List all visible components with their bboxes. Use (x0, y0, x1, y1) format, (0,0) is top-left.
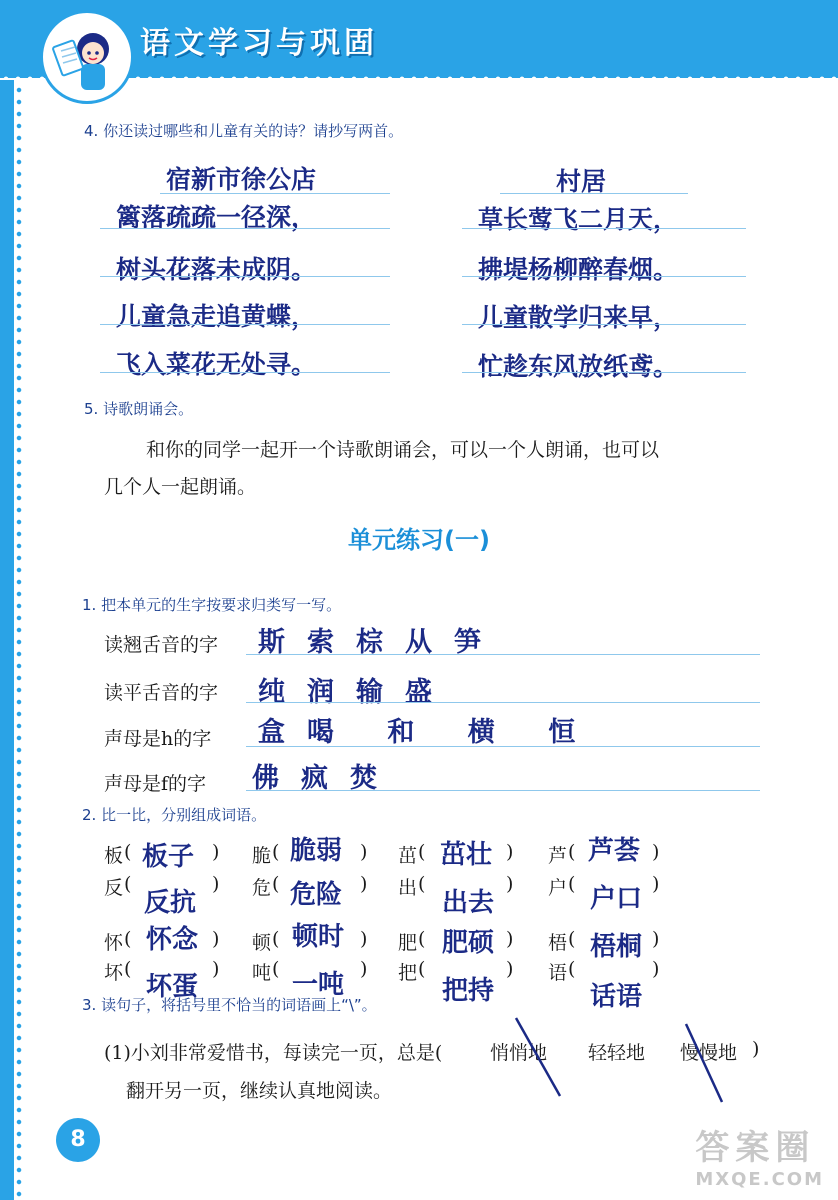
section-title: 单元练习(一) (348, 526, 490, 554)
page-header-title: 语文学习与巩固 (140, 26, 378, 61)
compare-close-paren: ) (212, 958, 220, 980)
writing-line (100, 228, 390, 229)
writing-line (246, 790, 760, 791)
compare-item-char: 脆 (252, 845, 272, 867)
compare-item-answer: 把持 (442, 976, 495, 1006)
compare-item-char: 危 (252, 877, 272, 899)
writing-line (100, 324, 390, 325)
compare-item-answer: 芦荟 (588, 836, 641, 866)
compare-item-char: 语 (548, 962, 568, 984)
compare-open-paren: ( (418, 928, 426, 950)
poem-2-line-1: 草长莺飞二月天， (478, 205, 679, 234)
category-label-retroflex: 读翘舌音的字 (104, 634, 219, 656)
sentence-1-end: ) (752, 1038, 760, 1060)
cross-mark-option-3 (686, 1024, 722, 1102)
compare-item-answer: 出去 (442, 888, 495, 918)
compare-item-answer: 怀念 (146, 925, 199, 955)
compare-item-char: 茁 (398, 845, 418, 867)
watermark-logo-text: 答案圈 (695, 1128, 816, 1168)
compare-close-paren: ) (652, 958, 660, 980)
handwritten-cross-marks (500, 1010, 760, 1110)
compare-close-paren: ) (360, 841, 368, 863)
page-number: 8 (56, 1118, 100, 1162)
writing-line (462, 276, 746, 277)
question-5-text-line-1: 和你的同学一起开一个诗歌朗诵会，可以一个人朗诵，也可以 (146, 439, 660, 461)
compare-open-paren: ( (124, 841, 132, 863)
compare-item-char: 怀 (104, 932, 124, 954)
compare-item-char: 芦 (548, 845, 568, 867)
category-answer-retroflex: 斯索棕从笋 (258, 627, 503, 658)
compare-open-paren: ( (272, 841, 280, 863)
exercise-1-prompt: 1. 把本单元的生字按要求归类写一写。 (82, 596, 342, 614)
compare-item-char: 反 (104, 877, 124, 899)
compare-item-answer: 反抗 (144, 888, 197, 918)
compare-close-paren: ) (652, 928, 660, 950)
compare-item-answer: 脆弱 (290, 836, 343, 866)
category-answer-initial-f: 佛疯焚 (252, 763, 399, 794)
compare-item-char: 肥 (398, 932, 418, 954)
category-answer-initial-h: 盒喝 和 横 恒 (258, 717, 598, 748)
watermark (695, 1120, 824, 1190)
compare-open-paren: ( (568, 841, 576, 863)
compare-open-paren: ( (418, 841, 426, 863)
compare-close-paren: ) (652, 841, 660, 863)
compare-item-answer: 户口 (590, 884, 643, 914)
exercise-2-prompt: 2. 比一比，分别组成词语。 (82, 806, 267, 824)
writing-line (246, 746, 760, 747)
compare-open-paren: ( (568, 958, 576, 980)
writing-line (462, 324, 746, 325)
question-4-prompt: 4. 你还读过哪些和儿童有关的诗？请抄写两首。 (84, 122, 404, 140)
compare-open-paren: ( (272, 928, 280, 950)
poem-1-title: 宿新市徐公店 (166, 165, 317, 194)
compare-item-answer: 板子 (142, 842, 195, 872)
compare-close-paren: ) (360, 928, 368, 950)
compare-close-paren: ) (360, 958, 368, 980)
compare-open-paren: ( (418, 873, 426, 895)
compare-open-paren: ( (568, 873, 576, 895)
category-label-initial-f: 声母是f的字 (104, 773, 207, 795)
cross-mark-option-1 (516, 1018, 560, 1096)
sentence-1-option-3: 慢慢地 (680, 1042, 738, 1064)
category-label-flat: 读平舌音的字 (104, 682, 219, 704)
exercise-3-prompt: 3. 读句子，将括号里不恰当的词语画上“\”。 (82, 996, 377, 1014)
compare-item-char: 梧 (548, 932, 568, 954)
poem-2-title: 村居 (556, 167, 607, 196)
compare-item-char: 把 (398, 962, 418, 984)
poem-2-line-3: 儿童散学归来早， (478, 303, 679, 332)
question-5-text-line-2: 几个人一起朗诵。 (104, 476, 257, 498)
compare-open-paren: ( (272, 873, 280, 895)
writing-line (246, 702, 760, 703)
question-5-prompt: 5. 诗歌朗诵会。 (84, 400, 194, 418)
left-border (0, 80, 14, 1200)
compare-close-paren: ) (212, 841, 220, 863)
compare-item-answer: 坏蛋 (146, 972, 199, 1002)
compare-close-paren: ) (652, 873, 660, 895)
poem-1-line-1: 篱落疏疏一径深， (116, 203, 317, 232)
compare-item-answer: 茁壮 (440, 840, 493, 870)
compare-open-paren: ( (124, 958, 132, 980)
compare-item-char: 户 (548, 877, 568, 899)
left-dot-border (14, 84, 24, 1200)
sentence-1-start: (1)小刘非常爱惜书，每读完一页，总是( (104, 1042, 443, 1064)
compare-close-paren: ) (506, 958, 514, 980)
poem-1-line-3: 儿童急走追黄蝶， (116, 302, 317, 331)
compare-item-answer: 一吨 (292, 970, 345, 1000)
writing-line (462, 372, 746, 373)
compare-item-answer: 肥硕 (442, 928, 495, 958)
sentence-1-continuation: 翻开另一页，继续认真地阅读。 (126, 1080, 393, 1102)
writing-line (160, 193, 390, 194)
compare-item-answer: 梧桐 (590, 932, 643, 962)
compare-item-answer: 危险 (290, 880, 343, 910)
compare-open-paren: ( (418, 958, 426, 980)
writing-line (500, 193, 688, 194)
compare-open-paren: ( (568, 928, 576, 950)
compare-close-paren: ) (506, 928, 514, 950)
compare-open-paren: ( (272, 958, 280, 980)
compare-close-paren: ) (212, 873, 220, 895)
poem-2-line-4: 忙趁东风放纸鸢。 (478, 352, 679, 381)
poem-1-line-2: 树头花落未成阴。 (116, 255, 317, 284)
compare-item-char: 顿 (252, 932, 272, 954)
compare-item-char: 吨 (252, 962, 272, 984)
compare-close-paren: ) (360, 873, 368, 895)
compare-open-paren: ( (124, 928, 132, 950)
sentence-1-option-1: 悄悄地 (490, 1042, 548, 1064)
compare-item-char: 坏 (104, 962, 124, 984)
writing-line (100, 372, 390, 373)
compare-close-paren: ) (506, 873, 514, 895)
category-label-initial-h: 声母是h的字 (104, 728, 212, 750)
writing-line (246, 654, 760, 655)
compare-item-char: 出 (398, 877, 418, 899)
compare-close-paren: ) (506, 841, 514, 863)
compare-item-char: 板 (104, 845, 124, 867)
compare-item-answer: 顿时 (292, 922, 345, 952)
cartoon-girl-logo (40, 10, 134, 104)
writing-line (100, 276, 390, 277)
compare-open-paren: ( (124, 873, 132, 895)
poem-2-line-2: 拂堤杨柳醉春烟。 (478, 255, 679, 284)
watermark-url: MXQE.COM (695, 1169, 824, 1190)
compare-close-paren: ) (212, 928, 220, 950)
poem-1-line-4: 飞入菜花无处寻。 (116, 350, 317, 379)
compare-item-answer: 话语 (590, 982, 643, 1012)
sentence-1-option-2: 轻轻地 (588, 1042, 646, 1064)
category-answer-flat: 纯润输盛 (258, 677, 454, 708)
writing-line (462, 228, 746, 229)
